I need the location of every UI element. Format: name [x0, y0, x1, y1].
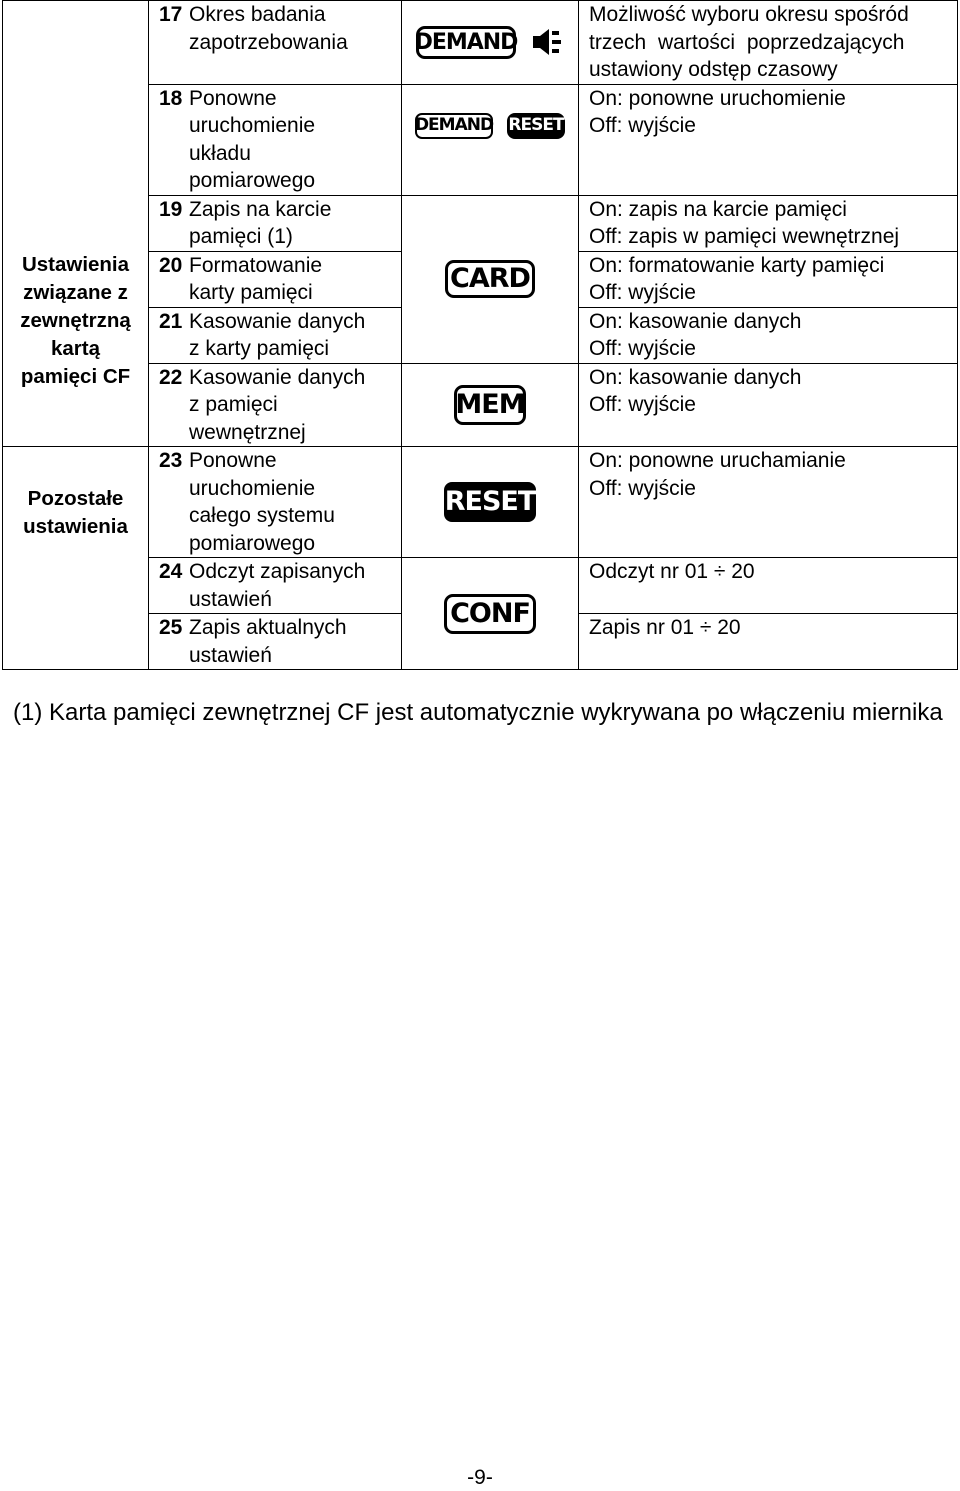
item-number: 21: [159, 309, 183, 333]
item-label-line: wewnętrznej: [189, 420, 306, 444]
card-icon: CARD: [445, 260, 535, 298]
description-line: Zapis nr 01 ÷ 20: [589, 616, 741, 639]
item-label-line: uruchomienie: [189, 476, 316, 500]
group-other: [3, 447, 149, 670]
demand-icon: DEMAND: [415, 113, 493, 139]
description-line: ustawiony odstęp czasowy: [589, 58, 838, 81]
item-label-line: pamięci (1): [189, 225, 293, 248]
item-cell: [149, 307, 402, 363]
description-cell: [579, 363, 958, 447]
group-cell-empty: [3, 1, 149, 196]
description-cell: [579, 1, 958, 85]
group-label-line: ustawienia: [23, 515, 128, 538]
description-line: On: formatowanie karty pamięci: [589, 253, 885, 277]
description-line: Off: wyjście: [589, 476, 696, 500]
table-row: [3, 447, 958, 558]
description-cell: [579, 558, 958, 614]
icon-cell: [402, 84, 579, 195]
item-cell: [149, 614, 402, 670]
group-label-line: Pozostałe: [27, 487, 124, 510]
description-line: Off: wyjście: [589, 337, 696, 360]
footnote: (1) Karta pamięci zewnętrznej CF jest automatycznie wykrywana po włączeniu miernika: [13, 699, 943, 726]
item-cell: [149, 251, 402, 307]
icon-cell: [402, 363, 579, 447]
group-cf-card: [3, 195, 149, 447]
description-cell: [579, 84, 958, 195]
description-line: trzech wartości poprzedzających: [589, 30, 905, 54]
description-cell: [579, 447, 958, 558]
description-line: Off: wyjście: [589, 114, 696, 137]
group-label-line: pamięci CF: [20, 364, 131, 388]
group-label-line: kartą: [50, 336, 100, 360]
settings-table: [2, 0, 958, 670]
item-label-line: ustawień: [189, 643, 272, 667]
item-cell: [149, 558, 402, 614]
reset-icon: RESET: [444, 482, 536, 522]
description-line: Możliwość wyboru okresu spośród: [589, 3, 909, 26]
icon-cell: [402, 195, 579, 363]
description-line: On: ponowne uruchomienie: [589, 86, 846, 110]
description-line: Off: zapis w pamięci wewnętrznej: [589, 225, 900, 248]
icon-cell: [402, 558, 579, 670]
description-line: Off: wyjście: [589, 393, 696, 416]
conf-icon: CONF: [444, 594, 536, 634]
description-cell: [579, 251, 958, 307]
item-cell: [149, 195, 402, 251]
group-label-line: Ustawienia: [21, 252, 130, 276]
demand-icon: DEMAND: [416, 26, 516, 59]
item-number: 25: [159, 616, 183, 639]
description-line: On: zapis na karcie pamięci: [589, 197, 847, 221]
description-line: On: ponowne uruchamianie: [589, 449, 846, 472]
item-label-line: Kasowanie danych: [189, 365, 366, 389]
item-label-line: uruchomienie: [189, 114, 316, 137]
item-label-line: Kasowanie danych: [189, 309, 366, 333]
item-label-line: z pamięci: [189, 393, 278, 416]
item-label-line: całego systemu: [189, 504, 335, 527]
description-line: Odczyt nr 01 ÷ 20: [589, 560, 755, 583]
item-label-line: pomiarowego: [189, 169, 316, 192]
item-label-line: z karty pamięci: [189, 337, 330, 360]
item-cell: [149, 1, 402, 85]
item-label-line: Ponowne: [189, 86, 277, 110]
description-line: On: kasowanie danych: [589, 309, 802, 333]
item-label-line: zapotrzebowania: [189, 30, 348, 54]
icon-cell: [402, 447, 579, 558]
icon-cell: [402, 1, 579, 85]
item-cell: [149, 363, 402, 447]
item-label-line: układu: [189, 141, 251, 165]
group-label-line: związane z: [23, 280, 128, 304]
item-number: 20: [159, 253, 183, 277]
item-label-line: pomiarowego: [189, 531, 316, 555]
speaker-icon: [530, 25, 564, 59]
item-number: 18: [159, 86, 183, 110]
reset-icon: RESET: [507, 113, 565, 139]
item-cell: [149, 447, 402, 558]
item-label-line: Okres badania: [189, 3, 326, 26]
page-number: -9-: [467, 1466, 493, 1489]
item-label-line: Zapis aktualnych: [189, 616, 347, 639]
table-row: [3, 1, 958, 85]
mem-icon: MEM: [454, 385, 526, 425]
description-cell: [579, 195, 958, 251]
description-cell: [579, 614, 958, 670]
item-number: 24: [159, 560, 183, 583]
description-line: Off: wyjście: [589, 281, 696, 304]
item-cell: [149, 84, 402, 195]
item-label-line: karty pamięci: [189, 281, 313, 304]
description-cell: [579, 307, 958, 363]
item-number: 17: [159, 3, 183, 26]
item-label-line: ustawień: [189, 587, 272, 611]
item-label-line: Zapis na karcie: [189, 197, 332, 221]
description-line: On: kasowanie danych: [589, 365, 802, 389]
group-label-line: zewnętrzną: [20, 308, 131, 332]
item-number: 23: [159, 449, 183, 472]
item-label-line: Ponowne: [189, 449, 277, 472]
item-label-line: Formatowanie: [189, 253, 323, 277]
item-number: 19: [159, 197, 183, 221]
item-number: 22: [159, 365, 183, 389]
item-label-line: Odczyt zapisanych: [189, 560, 366, 583]
table-row: [3, 195, 958, 251]
